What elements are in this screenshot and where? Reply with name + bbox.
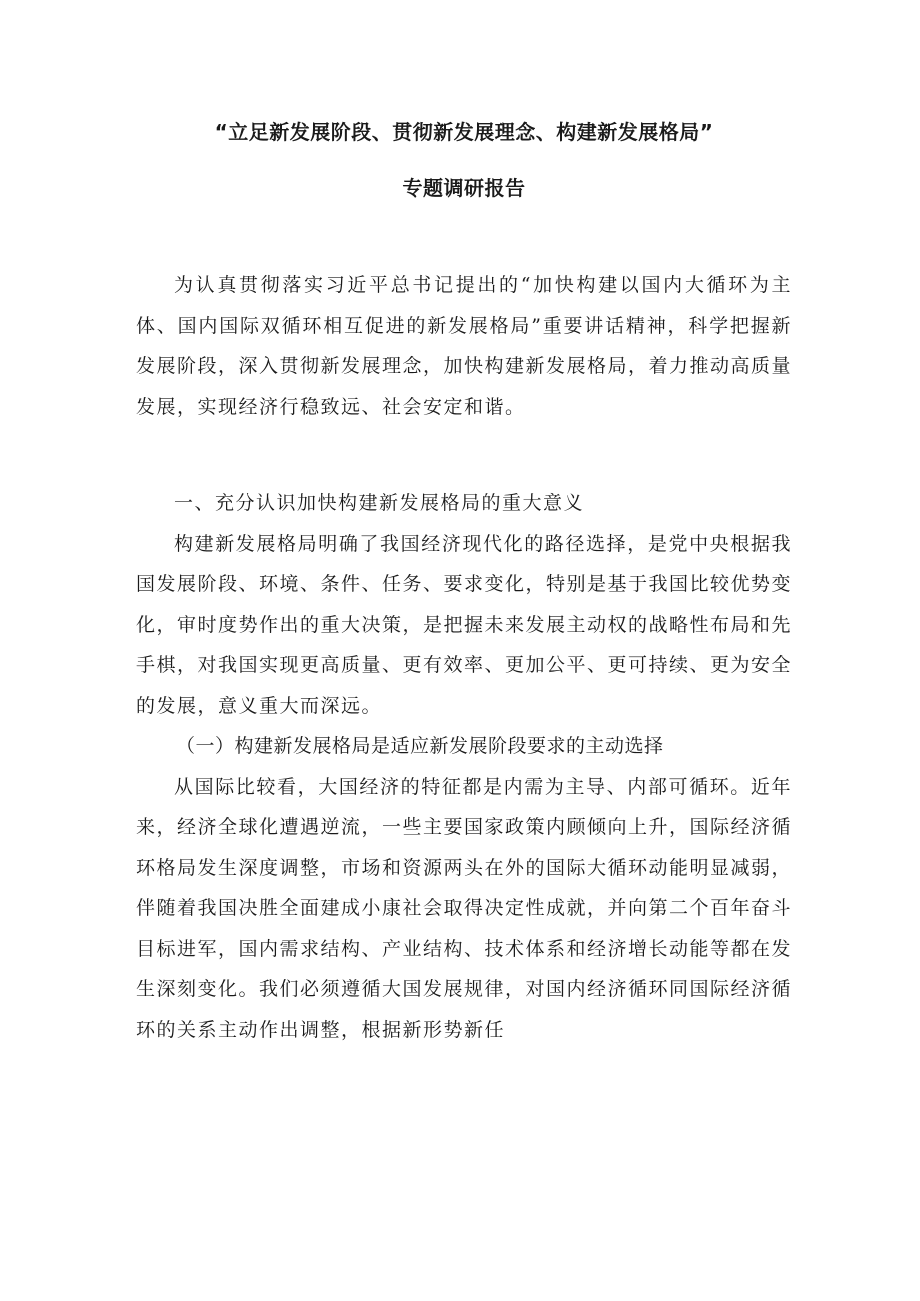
section-1-paragraph: 构建新发展格局明确了我国经济现代化的路径选择，是党中央根据我国发展阶段、环境、条件、任务、要求变化，特别是基于我国比较优势变化，审时度势作出的重大决策，是把握未来发展主动权的战略性布局和先手棋，对我国实现更高质量、更有效率、更加公平、更可持续、更为安全的发展，意义重大而深远。	[136, 532, 793, 717]
subsection-1-heading: （一）构建新发展格局是适应新发展阶段要求的主动选择	[176, 735, 664, 757]
intro-paragraph: 为认真贯彻落实习近平总书记提出的“加快构建以国内大循环为主体、国内国际双循环相互促进的新发展格局”重要讲话精神，科学把握新发展阶段，深入贯彻新发展理念，加快构建新发展格局，着力推动高质量发展，实现经济行稳致远、社会安定和谐。	[136, 274, 793, 418]
section-1-heading: 一、充分认识加快构建新发展格局的重大意义	[174, 492, 585, 514]
document-title-line-1: “立足新发展阶段、贯彻新发展理念、构建新发展格局”	[214, 120, 714, 144]
subsection-1-paragraph: 从国际比较看，大国经济的特征都是内需为主导、内部可循环。近年来，经济全球化遭遇逆流，一些主要国家政策内顾倾向上升，国际经济循环格局发生深度调整，市场和资源两头在外的国际大循环动能明显减弱，伴随着我国决胜全面建成小康社会取得决定性成就，并向第二个百年奋斗目标进军，国内需求结构、产业结构、技术体系和经济增长动能等都在发生深刻变化。我们必须遵循大国发展规律，对国内经济循环同国际经济循环的关系主动作出调整，根据新形势新任	[136, 775, 793, 1041]
document-title-line-2: 专题调研报告	[402, 176, 526, 200]
